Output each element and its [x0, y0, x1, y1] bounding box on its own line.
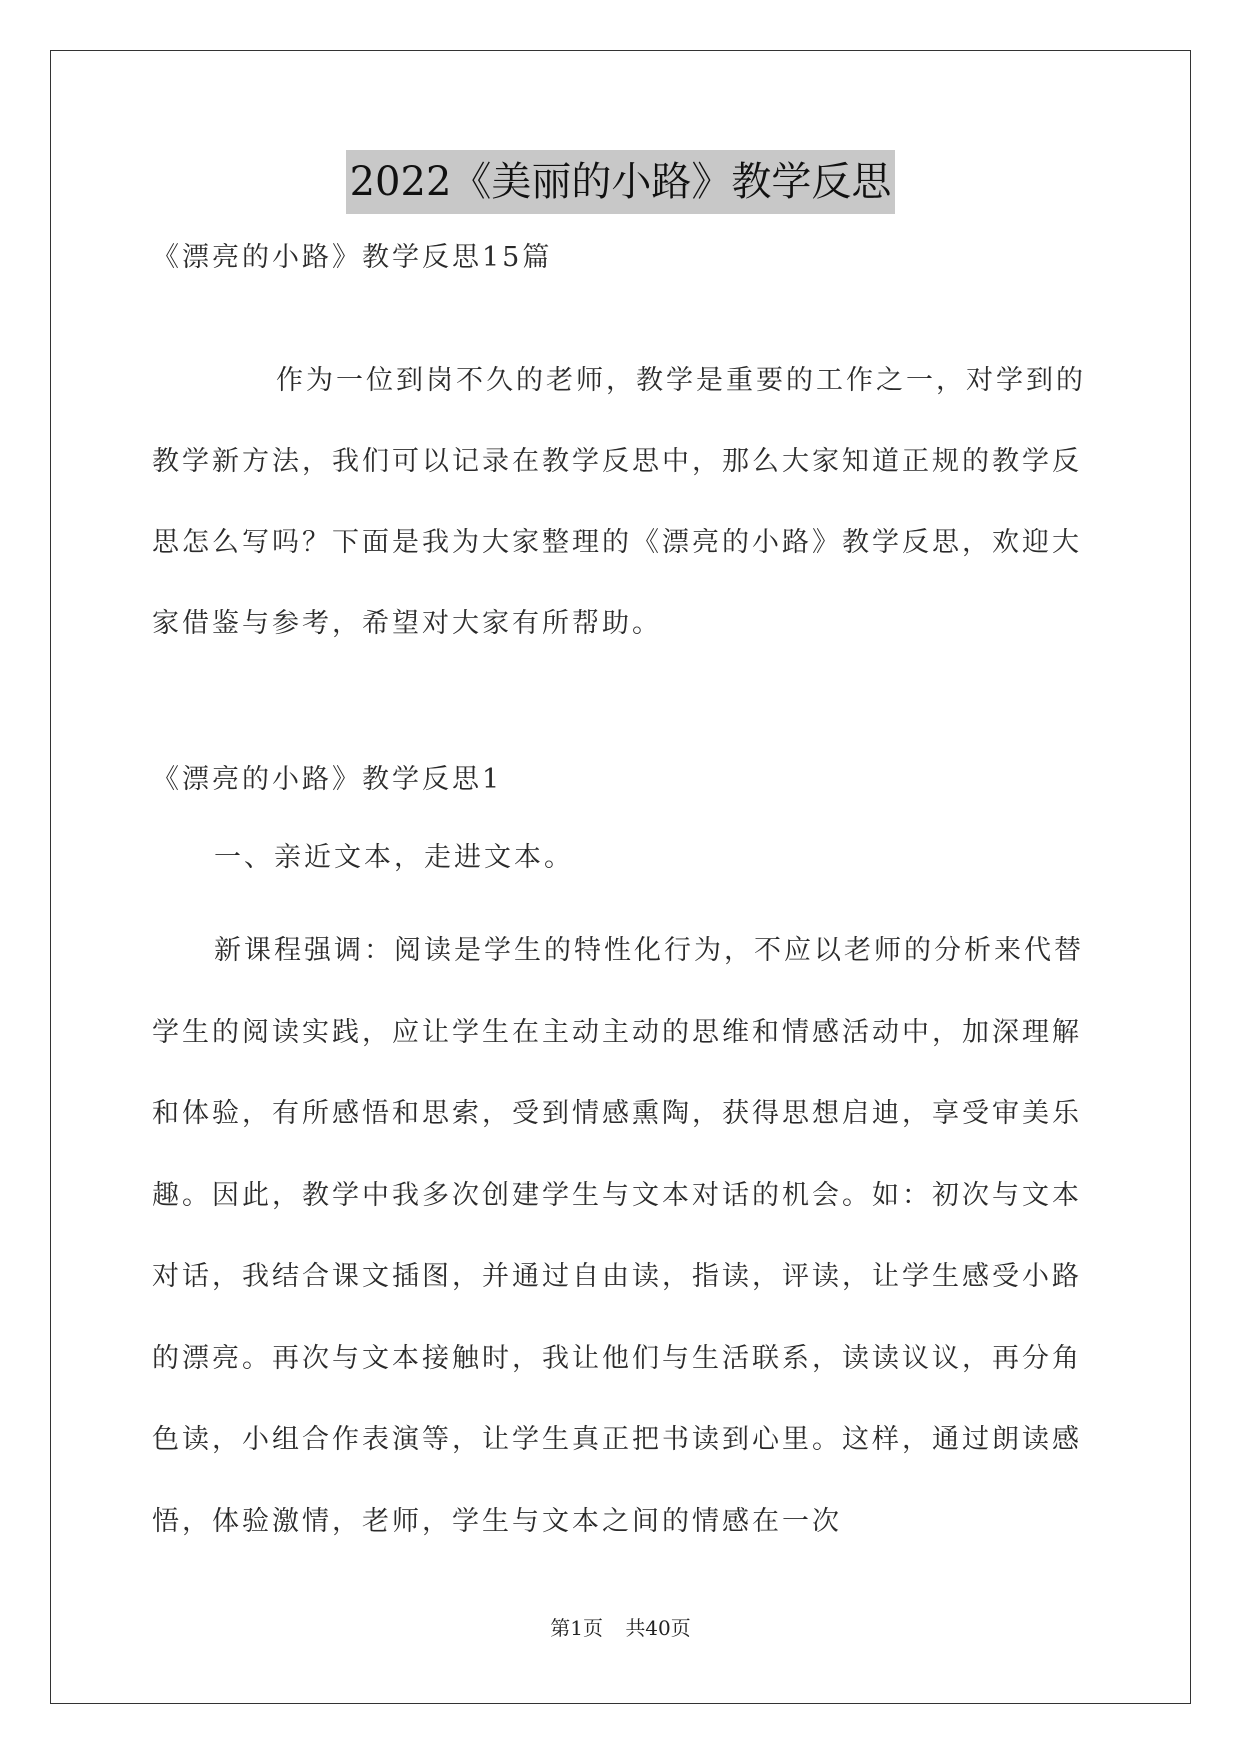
page-number: 第1页	[550, 1616, 603, 1640]
intro-paragraph: 作为一位到岗不久的老师，教学是重要的工作之一，对学到的教学新方法，我们可以记录在教学反思中，那么大家知道正规的教学反思怎么写吗？下面是我为大家整理的《漂亮的小路》教学反思，欢迎大家借鉴与参考，希望对大家有所帮助。	[152, 365, 1086, 639]
document-title: 2022《美丽的小路》教学反思	[346, 150, 896, 214]
body-paragraph: 新课程强调：阅读是学生的特性化行为，不应以老师的分析来代替学生的阅读实践，应让学生在主动主动的思维和情感活动中，加深理解和体验，有所感悟和思索，受到情感熏陶，获得思想启迪，享受审美乐趣。因此，教学中我多次创建学生与文本对话的机会。如：初次与文本对话，我结合课文插图，并通过自由读，指读，评读，让学生感受小路的漂亮。再次与文本接触时，我让他们与生活联系，读读议议，再分角色读，小组合作表演等，让学生真正把书读到心里。这样，通过朗读感悟，体验激情，老师，学生与文本之间的情感在一次	[152, 935, 1084, 1537]
item-heading: 一、亲近文本，走进文本。	[214, 842, 574, 873]
title-container	[0, 150, 1241, 214]
section-heading: 《漂亮的小路》教学反思1	[152, 764, 503, 795]
page-total: 共40页	[625, 1616, 691, 1640]
page-footer	[0, 1612, 1241, 1641]
document-subtitle: 《漂亮的小路》教学反思15篇	[152, 242, 553, 273]
